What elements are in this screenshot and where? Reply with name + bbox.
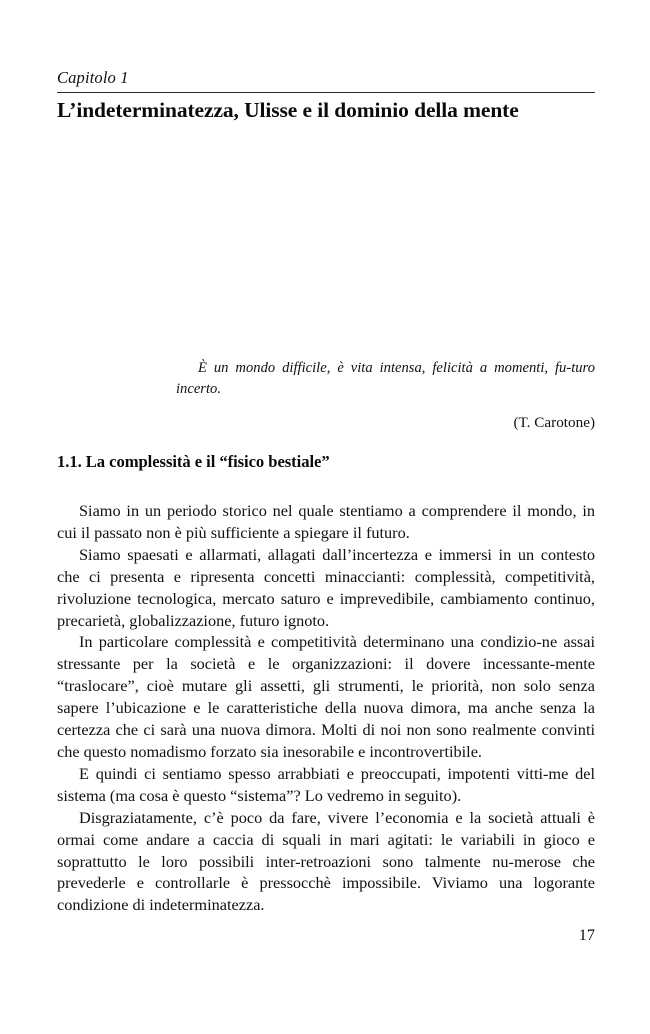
paragraph: E quindi ci sentiamo spesso arrabbiati e preoccupati, impotenti vitti-me del sistema (ma cosa è questo “sistema”? Lo vedremo in seguito). [57, 763, 595, 805]
body-text [57, 500, 595, 916]
chapter-title: L’indeterminatezza, Ulisse e il dominio della mente [57, 97, 519, 122]
epigraph-attribution: (T. Carotone) [513, 413, 595, 431]
paragraph: In particolare complessità e competitività determinano una condizio-ne assai stressante per la società e le organizzazioni: il dovere incessante-mente “traslocare”, cioè mutare gli assetti, gli strumenti, le priorità, non solo senza sapere l’ubicazione e le caratteristiche della nuova dimora, ma anche senza la certezza che ci sarà una nuova dimora. Molti di noi non sono realmente convinti che questo nomadismo forzato sia inesorabile e incontrovertibile. [57, 632, 595, 761]
paragraph: Siamo in un periodo storico nel quale stentiamo a comprendere il mondo, in cui il passato non è più sufficiente a spiegare il futuro. [57, 501, 595, 542]
chapter-label: Capitolo 1 [57, 68, 129, 87]
epigraph-quote: È un mondo difficile, è vita intensa, felicità a momenti, fu-​turo incerto. [176, 360, 595, 398]
chapter-divider [57, 92, 595, 93]
paragraph: Siamo spaesati e allarmati, allagati dall’incertezza e immersi in un contesto che ci presenta e ripresenta concetti minaccianti: complessità, competitività, rivoluzione tecnologica, mercato saturo e imprevedibile, cambiamento continuo, precarietà, globalizzazione, futuro ignoto. [57, 544, 595, 630]
chapter-header [57, 68, 595, 125]
page-number: 17 [578, 925, 595, 944]
epigraph-block [176, 358, 595, 432]
paragraph: Disgraziatamente, c’è poco da fare, vivere l’economia e la società attuali è ormai come andare a caccia di squali in mari agitati: le variabili in gioco e soprattutto le loro possibili inter-retroazioni sono talmente nu-merose che prevederle e controllarle è pressocchè impossibile. Viviamo una logorante condizione di indeterminatezza. [57, 807, 595, 915]
section-heading: 1.1. La complessità e il “fisico bestiale” [57, 452, 330, 471]
